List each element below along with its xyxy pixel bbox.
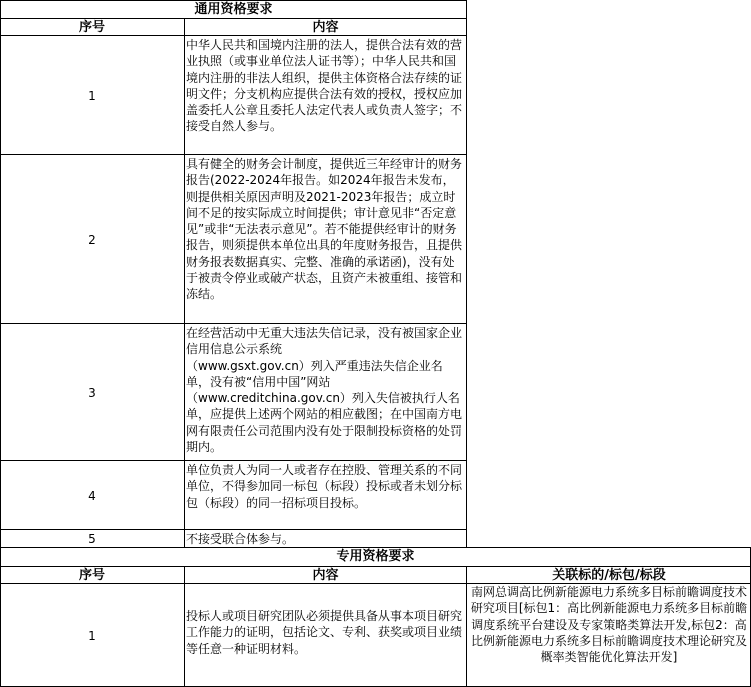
general-row-2-no: 2 xyxy=(88,232,96,247)
general-header-content: 内容 xyxy=(312,20,339,35)
grid-line xyxy=(0,0,467,1)
grid-line xyxy=(184,18,185,547)
general-row-4-no: 4 xyxy=(88,488,96,503)
special-row-1-content: 投标人或项目研究团队必须提供具备从事本项目研究工作能力的证明，包括论文、专利、获奖或项目业绩等任意一种证明材料。 xyxy=(186,609,463,656)
grid-line xyxy=(0,583,751,584)
grid-line xyxy=(0,460,467,461)
special-row-1-package: 南网总调高比例新能源电力系统多目标前瞻调度技术研究项目[标包1：高比例新能源电力系统多目标前瞻调度系统平台建设及专家策略类算法开发,标包2：高比例新能源电力系统多目标前瞻调度技术理论研究及概率类智能优化算法开发] xyxy=(470,585,748,665)
grid-line xyxy=(0,566,751,567)
general-header-no: 序号 xyxy=(78,20,105,35)
grid-line xyxy=(0,35,467,36)
grid-line xyxy=(0,323,467,324)
grid-line xyxy=(466,0,467,548)
grid-line xyxy=(466,566,467,687)
grid-line xyxy=(0,0,1,687)
special-header-package: 关联标的/标包/标段 xyxy=(552,568,666,583)
grid-line xyxy=(184,566,185,687)
grid-line xyxy=(0,529,467,530)
general-title: 通用资格要求 xyxy=(194,2,273,17)
special-header-content: 内容 xyxy=(312,568,339,583)
grid-line xyxy=(0,547,751,548)
general-row-5-content: 不接受联合体参与。 xyxy=(186,532,295,546)
grid-line xyxy=(0,18,467,19)
special-row-1-no: 1 xyxy=(88,628,96,643)
general-row-5-no: 5 xyxy=(88,531,96,546)
general-row-1-no: 1 xyxy=(88,88,96,103)
general-row-3-content: 在经营活动中无重大违法失信记录，没有被国家企业信用信息公示系统 （www.gsxt.gov.cn）列入严重违法失信企业名单，没有被“信用中国”网站 （www.creditchina.gov.cn）列入失信被执行人名单，应提供上述两个网站的相应截图；在中国南方电网有限责任公司范围内没有处于限制投标资格的处罚期内。 xyxy=(186,326,463,455)
general-row-2-content: 具有健全的财务会计制度，提供近三年经审计的财务报告(2022-2024年报告。如2024年报告未发布，则提供相关原因声明及2021-2023年报告；成立时间不足的按实际成立时间提供；审计意见非“否定意见”或非“无法表示意见”。若不能提供经审计的财务报告，则须提供本单位出具的年度财务报告，且提供财务报表数据真实、完整、准确的承诺函)，没有处于被责令停业或破产状态，且资产未被重组、接管和冻结。 xyxy=(186,157,463,302)
general-row-4-content: 单位负责人为同一人或者存在控股、管理关系的不同单位，不得参加同一标包（标段）投标或者未划分标包（标段）的同一招标项目投标。 xyxy=(186,463,463,510)
grid-line xyxy=(0,154,467,155)
special-title: 专用资格要求 xyxy=(336,549,415,564)
general-row-3-no: 3 xyxy=(88,385,96,400)
general-row-1-content: 中华人民共和国境内注册的法人，提供合法有效的营业执照（或事业单位法人证书等）；中华人民共和国境内注册的非法人组织，提供主体资格合法存续的证明文件；分支机构应提供合法有效的授权，授权应加盖委托人公章且委托人法定代表人或负责人签字；不接受自然人参与。 xyxy=(186,38,463,134)
special-header-no: 序号 xyxy=(78,568,105,583)
